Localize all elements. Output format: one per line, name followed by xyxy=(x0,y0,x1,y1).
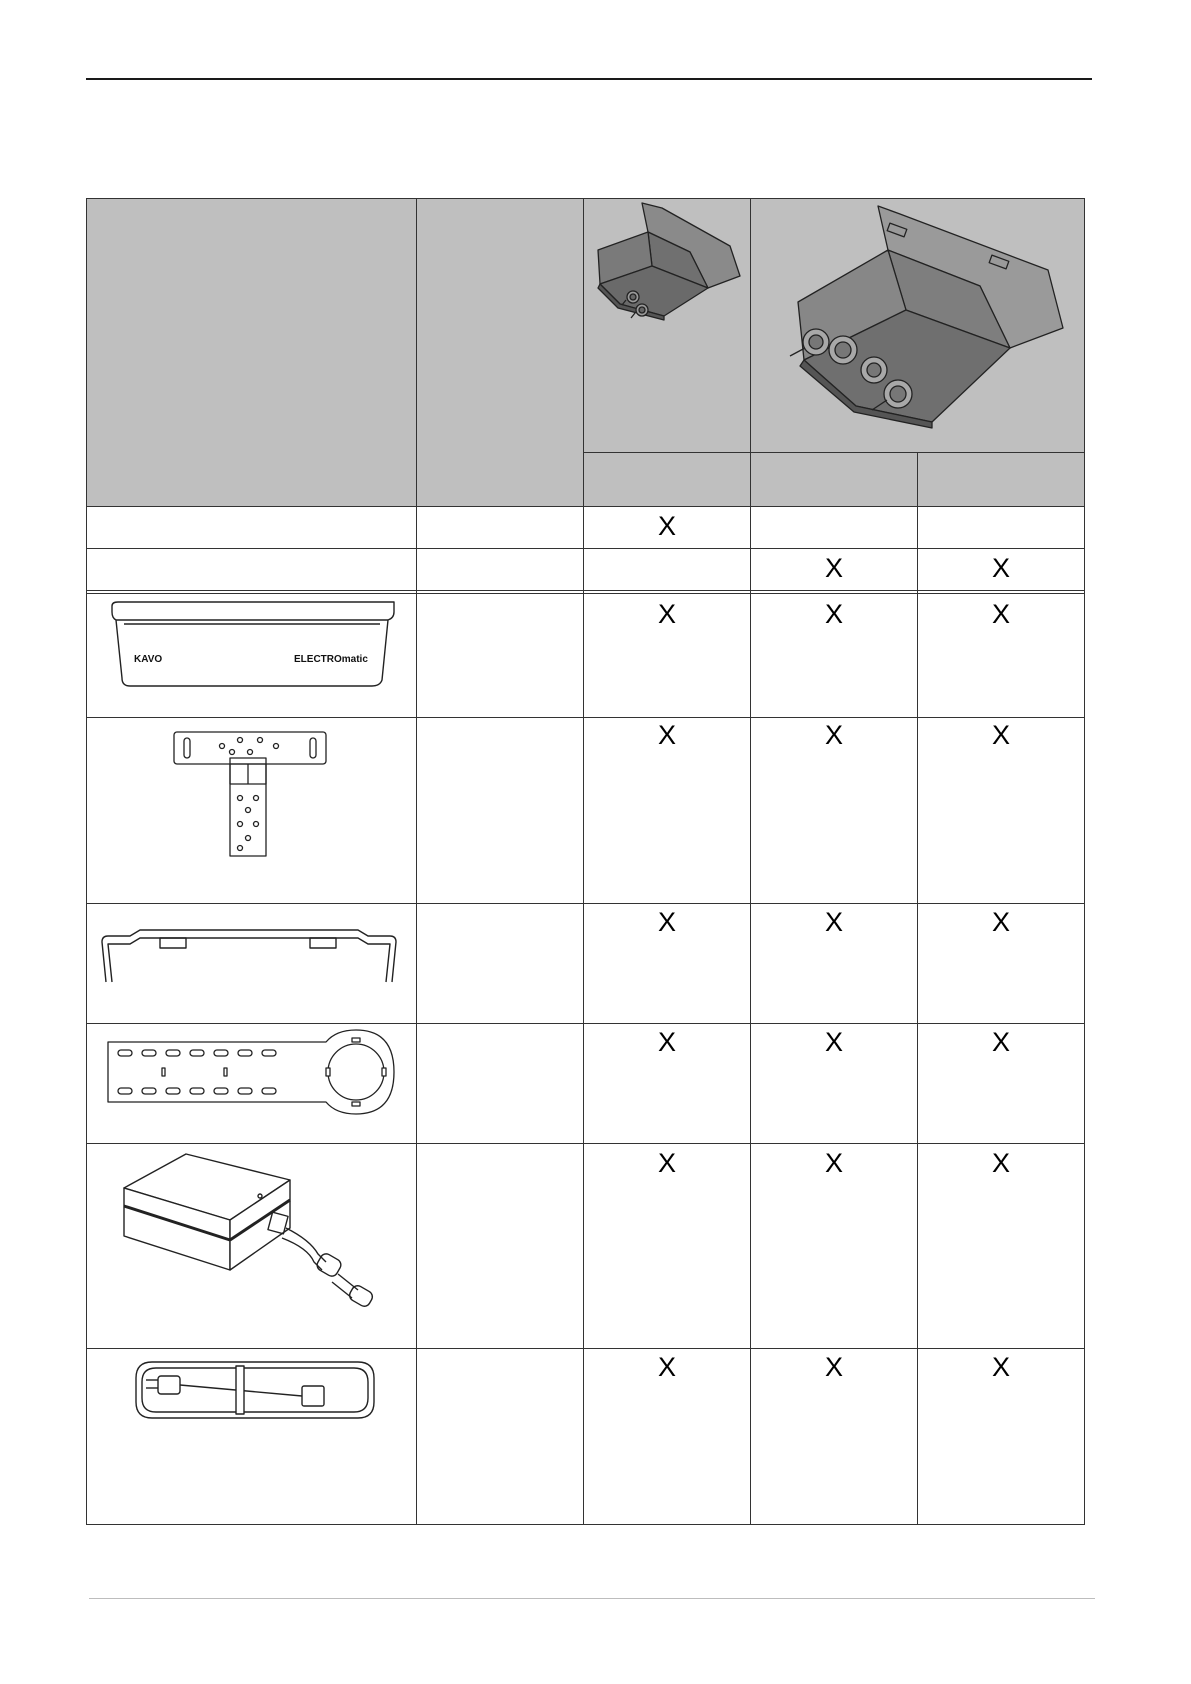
table-border xyxy=(416,198,417,1525)
table-border xyxy=(1084,198,1085,1525)
row-7-mark-col-3: X xyxy=(991,1148,1010,1178)
control-box-small-illustration xyxy=(590,200,750,330)
table-border xyxy=(583,452,1085,453)
table-border xyxy=(86,1023,1085,1024)
row-4-mark-col-2: X xyxy=(824,720,843,750)
table-border xyxy=(86,1524,1085,1525)
table-border xyxy=(86,198,1085,199)
table-border xyxy=(750,198,751,1525)
row-8-mark-col-3: X xyxy=(991,1352,1010,1382)
brand-logo-left: KAVO xyxy=(134,654,163,665)
table-border xyxy=(86,903,1085,904)
row-6-mark-col-2: X xyxy=(824,1027,843,1057)
table-border xyxy=(86,198,87,1525)
mounting-plate-illustration xyxy=(104,1028,400,1118)
table-border xyxy=(86,506,1085,507)
row-4-mark-col-3: X xyxy=(991,720,1010,750)
table-border xyxy=(86,1348,1085,1349)
row-3-mark-col-3: X xyxy=(991,599,1010,629)
header-cell-item xyxy=(86,198,416,506)
row-6-mark-col-1: X xyxy=(657,1027,676,1057)
table-border xyxy=(86,593,1085,594)
top-rule xyxy=(86,78,1092,80)
power-cord-illustration xyxy=(132,1358,378,1422)
t-bracket-illustration xyxy=(170,728,330,858)
table-border xyxy=(86,548,1085,549)
bottom-rule xyxy=(89,1598,1095,1599)
table-border xyxy=(583,198,584,1525)
header-cell-mat-no xyxy=(416,198,583,506)
row-7-mark-col-1: X xyxy=(657,1148,676,1178)
display-cover-illustration xyxy=(112,600,402,688)
row-8-mark-col-2: X xyxy=(824,1352,843,1382)
brand-logo-right: ELECTROmatic xyxy=(294,654,368,665)
row-8-mark-col-1: X xyxy=(657,1352,676,1382)
row-3-mark-col-1: X xyxy=(657,599,676,629)
power-supply-illustration xyxy=(120,1150,390,1340)
row-6-mark-col-3: X xyxy=(991,1027,1010,1057)
table-border xyxy=(86,590,1085,591)
row-5-mark-col-2: X xyxy=(824,907,843,937)
row-5-mark-col-3: X xyxy=(991,907,1010,937)
table-border xyxy=(86,1143,1085,1144)
row-2-mark-col-2: X xyxy=(824,553,843,583)
row-5-mark-col-1: X xyxy=(657,907,676,937)
row-1-mark-col-1: X xyxy=(657,511,676,541)
row-7-mark-col-2: X xyxy=(824,1148,843,1178)
row-4-mark-col-1: X xyxy=(657,720,676,750)
row-3-mark-col-2: X xyxy=(824,599,843,629)
table-border xyxy=(86,717,1085,718)
u-bracket-illustration xyxy=(100,920,400,986)
control-box-large-illustration xyxy=(760,200,1080,440)
row-2-mark-col-3: X xyxy=(991,553,1010,583)
